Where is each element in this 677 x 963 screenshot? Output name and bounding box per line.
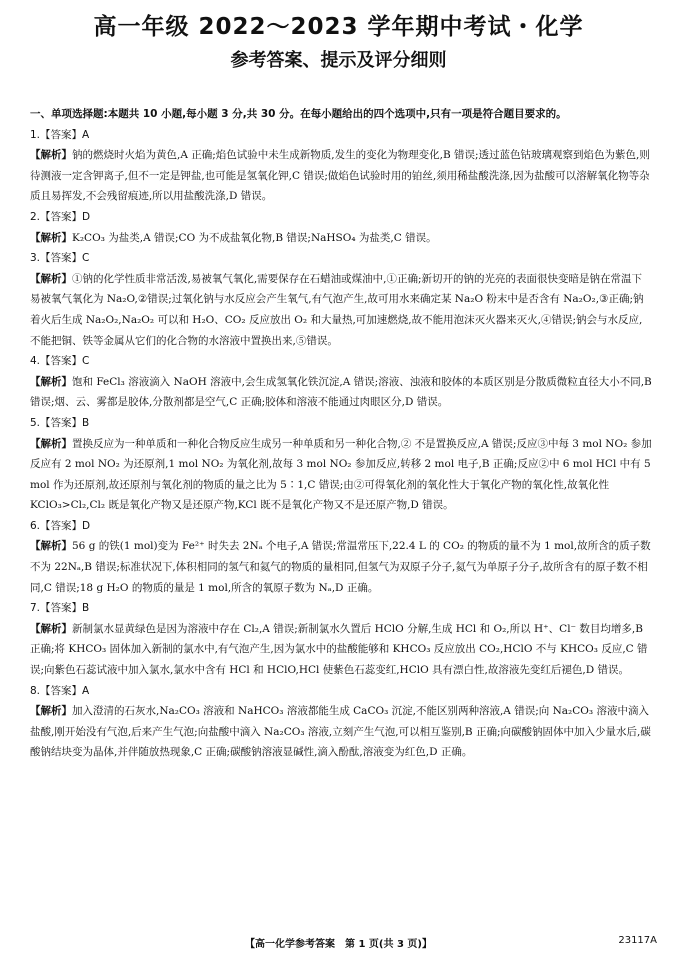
explanation-tag: 【解析】 bbox=[30, 149, 72, 162]
question-answer-line bbox=[30, 125, 652, 146]
question-list bbox=[30, 125, 652, 763]
question-answer-line bbox=[30, 413, 652, 434]
explanation-text: 置换反应为一种单质和一种化合物反应生成另一种单质和另一种化合物,② 不是置换反应,A 错误;反应③中每 3 mol NO₂ 参加反应有 2 mol NO₂ 为还原剂,1 mol NO₂ 为氧化剂,故每 3 mol NO₂ 参加反应,转移 2 mol 电子,B 正确;反应②中 6 mol HCl 中有 5 mol 作为还原剂,故还原剂与氧化剂的物质的量之比为 5∶1,C 错误;由②可得氧化剂的氧化性大于氧化产物的氧化性,故氧化性 KClO₃>Cl₂,Cl₂ 既是氧化产物又是还原产物,KCl 既不是氧化产物又不是还原产物,D 错误。 bbox=[30, 437, 652, 512]
explanation-text: 56 g 的铁(1 mol)变为 Fe²⁺ 时失去 2Nₐ 个电子,A 错误;常温常压下,22.4 L 的 CO₂ 的物质的量不为 1 mol,故所含的质子数不为 22Nₐ,B 错误;标准状况下,体积相同的氢气和氦气的物质的量相同,但氢气为双原子分子,氦气为单原子分子,故所含有的原子数不相同,C 错误;18 g H₂O 的物质的量是 1 mol,所含的氧原子数为 Nₐ,D 正确。 bbox=[30, 540, 651, 594]
question-answer-line bbox=[30, 207, 652, 228]
explanation-paragraph bbox=[30, 434, 652, 516]
explanation-tag: 【解析】 bbox=[30, 231, 72, 244]
question-number: 1. bbox=[30, 128, 41, 141]
section-heading: 一、单项选择题:本题共 10 小题,每小题 3 分,共 30 分。在每小题给出的四个选项中,只有一项是符合题目要求的。 bbox=[30, 108, 567, 120]
question-answer-line bbox=[30, 351, 652, 372]
answer-label: 【答案】D bbox=[40, 210, 91, 223]
explanation-paragraph bbox=[30, 619, 652, 681]
answer-label: 【答案】D bbox=[40, 519, 91, 532]
explanation-paragraph bbox=[30, 536, 652, 598]
question-answer-line bbox=[30, 248, 652, 269]
explanation-tag: 【解析】 bbox=[30, 437, 72, 450]
question-number: 8. bbox=[30, 684, 41, 697]
explanation-text: 钠的燃烧时火焰为黄色,A 正确;焰色试验中未生成新物质,发生的变化为物理变化,B 错误;透过蓝色钴玻璃观察到焰色为紫色,则待测液一定含钾离子,但不一定是钾盐,也可能是氢氧化钾,C 错误;做焰色试验时用的铂丝,须用稀盐酸洗涤,因为盐酸可以溶解氧化物等杂质且易挥发,不会残留痕迹,所以用盐酸洗涤,D 错误。 bbox=[30, 149, 650, 203]
explanation-paragraph bbox=[30, 145, 652, 207]
answer-label: 【答案】B bbox=[40, 416, 90, 429]
explanation-paragraph bbox=[30, 701, 652, 763]
question-number: 3. bbox=[30, 252, 41, 265]
page-subtitle: 参考答案、提示及评分细则 bbox=[230, 50, 447, 71]
footer-code: 23117A bbox=[618, 935, 657, 946]
question-number: 6. bbox=[30, 519, 41, 532]
explanation-text: K₂CO₃ 为盐类,A 错误;CO 为不成盐氧化物,B 错误;NaHSO₄ 为盐类,C 错误。 bbox=[72, 231, 437, 244]
question-answer-line bbox=[30, 516, 652, 537]
answer-label: 【答案】A bbox=[40, 684, 90, 697]
explanation-tag: 【解析】 bbox=[30, 272, 72, 285]
explanation-text: 饱和 FeCl₃ 溶液滴入 NaOH 溶液中,会生成氢氧化铁沉淀,A 错误;溶液、浊液和胶体的本质区别是分散质微粒直径大小不同,B 错误;烟、云、雾都是胶体,分散剂都是空气,C 正确;胶体和溶液不能通过肉眼区分,D 错误。 bbox=[30, 375, 652, 409]
question-number: 5. bbox=[30, 416, 41, 429]
answer-label: 【答案】A bbox=[40, 128, 90, 141]
explanation-paragraph bbox=[30, 269, 652, 351]
explanation-text: 加入澄清的石灰水,Na₂CO₃ 溶液和 NaHCO₃ 溶液都能生成 CaCO₃ 沉淀,不能区别两种溶液,A 错误;向 Na₂CO₃ 溶液中滴入盐酸,刚开始没有气泡,后来产生气泡;向盐酸中滴入 Na₂CO₃ 溶液,立刻产生气泡,可以相互鉴别,B 正确;向碳酸钠固体中加入少量水后,碳酸钠结块变为晶体,并伴随放热现象,C 正确;碳酸钠溶液显碱性,滴入酚酞,溶液变为红色,D 正确。 bbox=[30, 705, 651, 759]
question-answer-line bbox=[30, 681, 652, 702]
explanation-paragraph bbox=[30, 372, 652, 413]
footer-page-label: 【高一化学参考答案 第 1 页(共 3 页)】 bbox=[245, 939, 432, 950]
question-number: 7. bbox=[30, 602, 41, 615]
question-number: 4. bbox=[30, 355, 41, 368]
explanation-text: 新制氯水显黄绿色是因为溶液中存在 Cl₂,A 错误;新制氯水久置后 HClO 分解,生成 HCl 和 O₂,所以 H⁺、Cl⁻ 数目均增多,B 正确;将 KHCO₃ 固体加入新制的氯水中,有气泡产生,因为氯水中的盐酸能够和 KHCO₃ 反应放出 CO₂,HClO 不与 KHCO₃ 反应,C 错误;向紫色石蕊试液中加入氯水,氯水中含有 HCl 和 HClO,HCl 使紫色石蕊变红,HClO 具有漂白性,故溶液先变红后褪色,D 错误。 bbox=[30, 622, 648, 677]
document-body bbox=[30, 104, 652, 763]
answer-label: 【答案】C bbox=[40, 355, 90, 368]
page-title: 高一年级 2022～2023 学年期中考试・化学 bbox=[93, 14, 584, 40]
question-answer-line bbox=[30, 598, 652, 619]
explanation-paragraph bbox=[30, 228, 652, 249]
explanation-tag: 【解析】 bbox=[30, 705, 72, 718]
answer-label: 【答案】B bbox=[40, 602, 90, 615]
explanation-text: ①钠的化学性质非常活泼,易被氧气氧化,需要保存在石蜡油或煤油中,①正确;新切开的钠的光亮的表面很快变暗是钠在常温下易被氧气氧化为 Na₂O,②错误;过氧化钠与水反应会产生氧气,有气泡产生,故可用水来确定某 Na₂O 粉末中是否含有 Na₂O₂,③正确;钠着火后生成 Na₂O₂,Na₂O₂ 可以和 H₂O、CO₂ 反应放出 O₂ 和大量热,可加速燃烧,故不能用泡沫灭火器来灭火,④错误;钠会与水反应,不能把铜、铁等金属从它们的化合物的水溶液中置换出来,⑤错误。 bbox=[30, 272, 644, 347]
question-number: 2. bbox=[30, 210, 41, 223]
answer-label: 【答案】C bbox=[40, 252, 90, 265]
explanation-tag: 【解析】 bbox=[30, 540, 72, 553]
explanation-tag: 【解析】 bbox=[30, 622, 72, 635]
explanation-tag: 【解析】 bbox=[30, 375, 72, 388]
